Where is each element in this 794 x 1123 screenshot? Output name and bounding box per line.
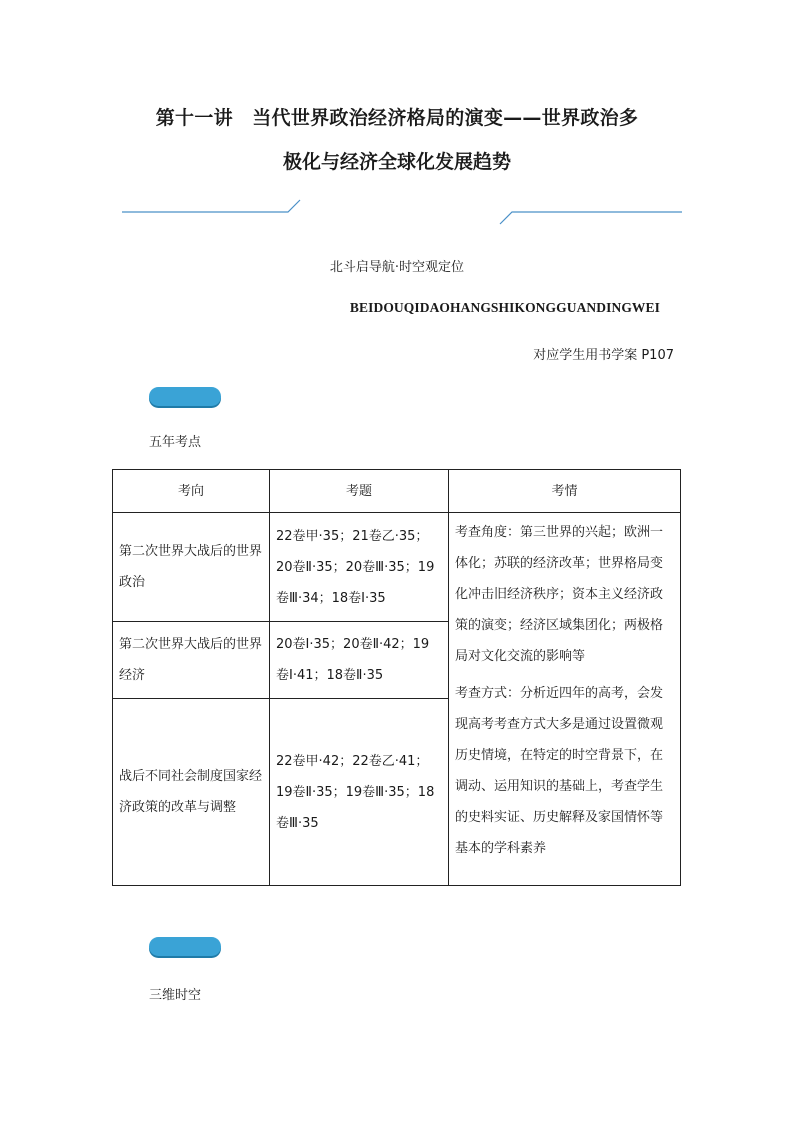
table-cell-condition [449,513,681,886]
section-heading-3d: 三维时空 [149,988,202,1003]
section-heading-five-year: 五年考点 [149,435,202,450]
title-line-2: 极化与经济全球化发展趋势 [282,151,511,173]
table-cell-questions: 22卷甲·42；22卷乙·41；19卷Ⅱ·35；19卷Ⅲ·35；18卷Ⅲ·35 [270,699,449,886]
title-divider [0,0,794,240]
table-cell-direction: 战后不同社会制度国家经济政策的改革与调整 [113,699,270,886]
table-cell-direction: 第二次世界大战后的世界政治 [113,513,270,622]
exam-points-table [112,469,681,886]
table-header: 考题 [270,470,449,513]
table-cell-questions: 22卷甲·35；21卷乙·35；20卷Ⅱ·35；20卷Ⅲ·35；19卷Ⅲ·34；18卷Ⅰ·35 [270,513,449,622]
section-badge [149,937,221,956]
section-badge [149,387,221,406]
textbook-reference: 对应学生用书学案 P107 [533,348,674,363]
table-cell-questions: 20卷Ⅰ·35；20卷Ⅱ·42；19卷Ⅰ·41；18卷Ⅱ·35 [270,622,449,699]
condition-angle: 考查角度：第三世界的兴起；欧洲一体化；苏联的经济改革；世界格局变化冲击旧经济秩序；资本主义经济政策的演变；经济区域集团化；两极格局对文化交流的影响等 [455,525,664,664]
table-header-row [113,470,681,513]
table-cell-direction: 第二次世界大战后的世界经济 [113,622,270,699]
table-header: 考向 [113,470,270,513]
navigation-pinyin: BEIDOUQIDAOHANGSHIKONGGUANDINGWEI [349,300,660,315]
table-row [113,513,681,622]
navigation-label: 北斗启导航·时空观定位 [329,260,465,275]
condition-method: 考查方式：分析近四年的高考，会发现高考考查方式大多是通过设置微观历史情境，在特定的时空背景下，在调动、运用知识的基础上，考查学生的史料实证、历史解释及家国情怀等基本的学科素养 [455,686,664,856]
table-header: 考情 [449,470,681,513]
title-line-1: 第十一讲 当代世界政治经济格局的演变——世界政治多 [155,107,639,129]
